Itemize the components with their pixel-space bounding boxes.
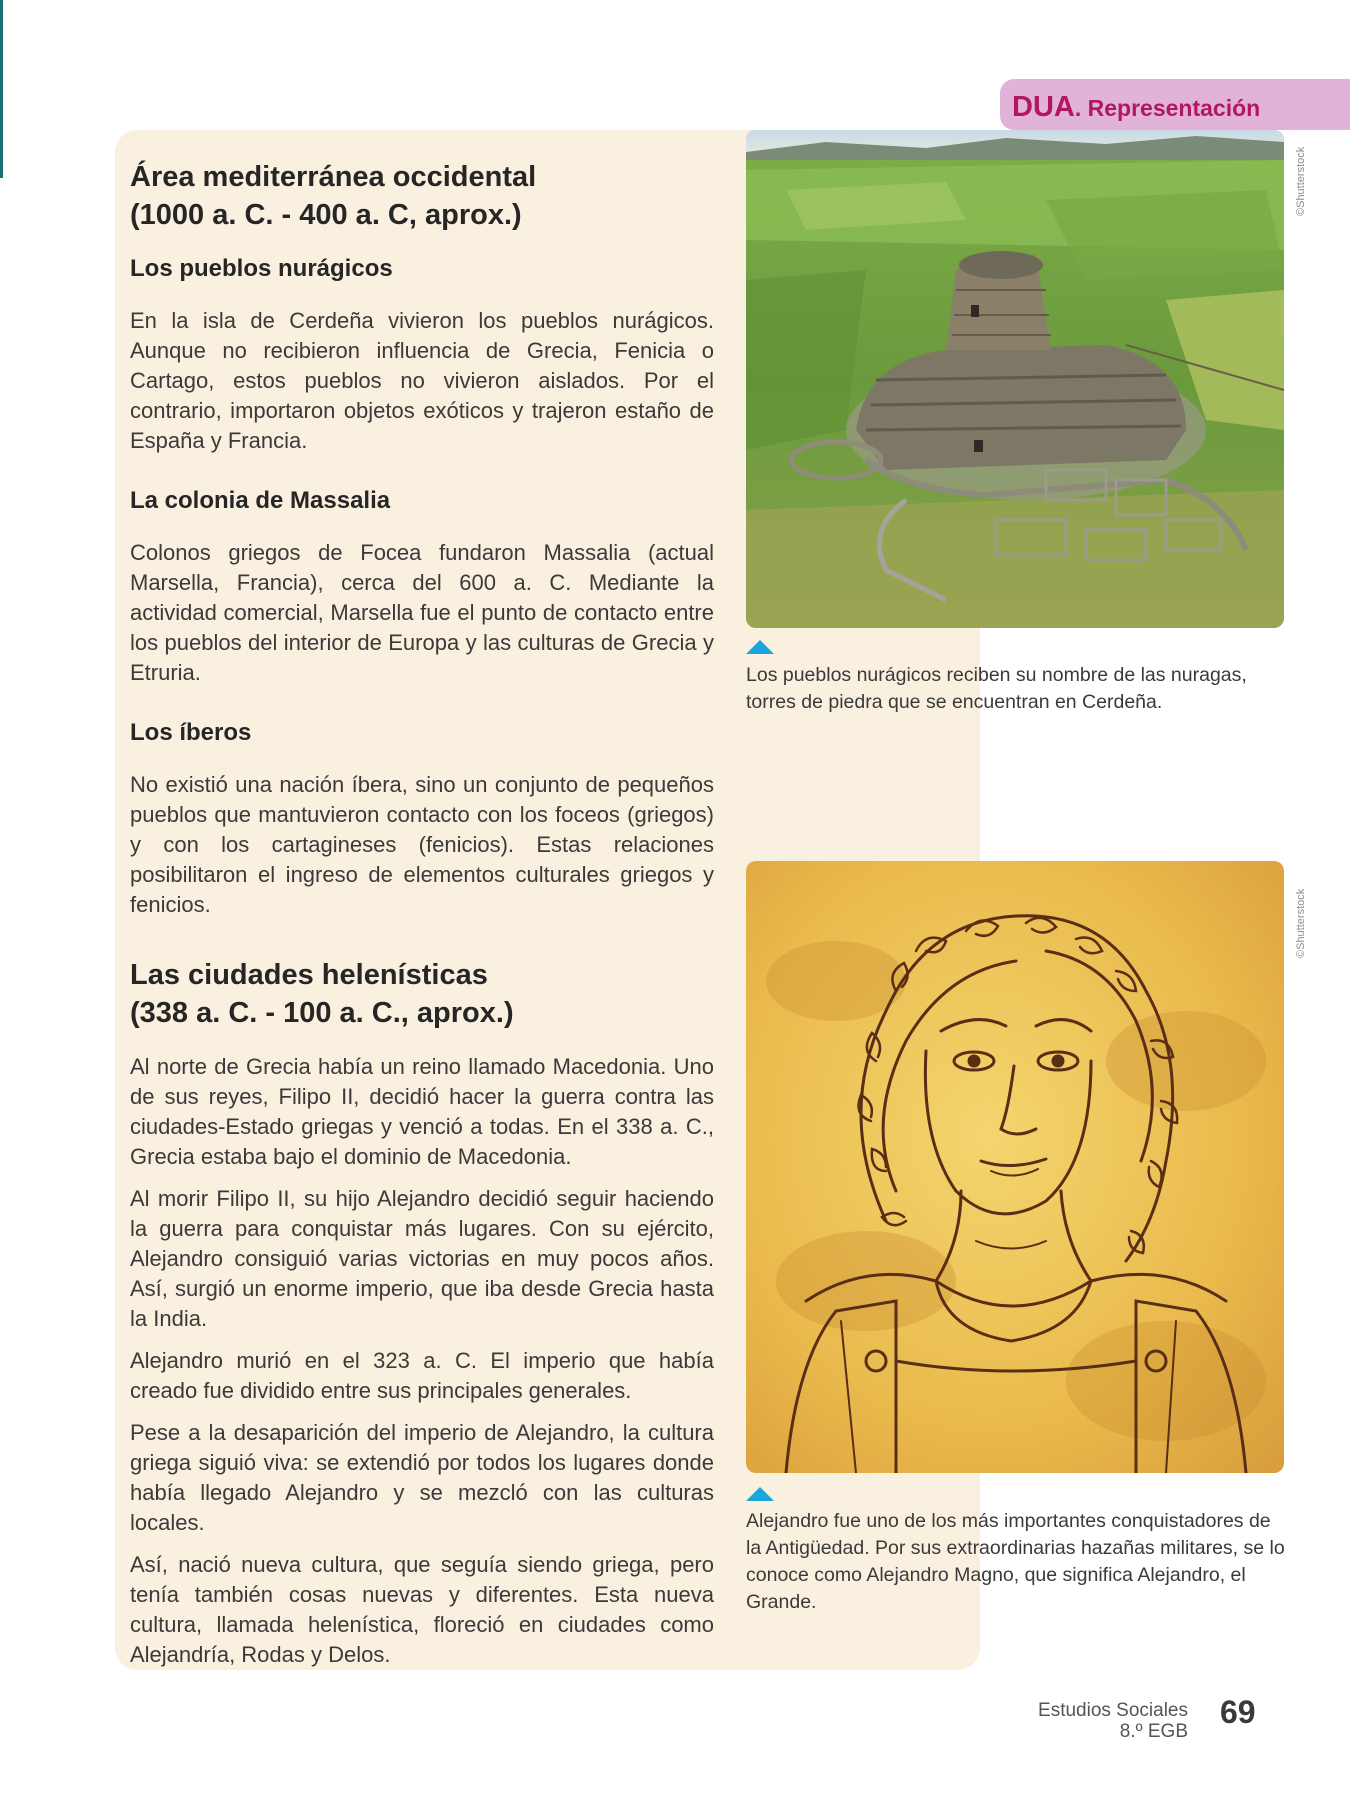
paragraph-hellenistic-1: Al norte de Grecia había un reino llamado Macedonia. Uno de sus reyes, Filipo II, decidió hacer la guerra contra las ciudades-Estado griegas y venció a todas. En el 338 a. C., Grecia estaba bajo el dominio de Macedonia. xyxy=(130,1054,714,1169)
dua-representation-tab xyxy=(1000,79,1350,130)
paragraph-hellenistic-2: Al morir Filipo II, su hijo Alejandro decidió seguir haciendo la guerra para conquistar más lugares. Con su ejército, Alejandro consiguió varias victorias en muy pocos años. Así, surgió un enorme imperio, que iba desde Grecia hasta la India. xyxy=(130,1186,714,1331)
heading-nuragic: Los pueblos nurágicos xyxy=(130,255,393,282)
caption-marker-icon xyxy=(746,640,774,654)
section-title-hellenistic: Las ciudades helenísticas (338 a. C. - 100 a. C., aprox.) xyxy=(130,959,514,1029)
heading-iberians: Los íberos xyxy=(130,719,252,746)
nuraghe-photo xyxy=(746,130,1284,628)
paragraph-iberians: No existió una nación íbera, sino un conjunto de pequeños pueblos que mantuvieron contacto con los foceos (griegos) y con los cartagineses (fenicios). Estas relaciones posibilitaron el ingreso de elementos culturales griegos y fenicios. xyxy=(130,772,714,917)
alexander-caption: Alejandro fue uno de los más importantes conquistadores de la Antigüedad. Por sus extraordinarias hazañas militares, se lo conoce como Alejandro Magno, que significa Alejandro, el Grande. xyxy=(746,1510,1285,1613)
paragraph-massalia: Colonos griegos de Focea fundaron Massalia (actual Marsella, Francia), cerca del 600 a. C. Mediante la actividad comercial, Marsella fue el punto de contacto entre los pueblos del interior de Europa y las culturas de Grecia y Etruria. xyxy=(130,540,714,685)
representation-label: . Representación xyxy=(1074,95,1261,121)
alexander-illustration xyxy=(746,861,1284,1473)
page-edge-line xyxy=(0,0,3,178)
dua-label: DUA xyxy=(1012,91,1075,123)
nuraghe-photo-credit: ©Shutterstock xyxy=(1295,146,1307,216)
paragraph-nuragic: En la isla de Cerdeña vivieron los pueblos nurágicos. Aunque no recibieron influencia de Grecia, Fenicia o Cartago, estos pueblos no vivieron aislados. Por el contrario, importaron objetos exóticos y trajeron estaño de España y Francia. xyxy=(130,308,714,453)
heading-massalia: La colonia de Massalia xyxy=(130,487,391,514)
section-title-western: Área mediterránea occidental (1000 a. C. - 400 a. C, aprox.) xyxy=(130,161,537,231)
paragraph-hellenistic-4: Pese a la desaparición del imperio de Alejandro, la cultura griega siguió viva: se extendió por todos los lugares donde había llegado Alejandro y se mezcló con las culturas locales. xyxy=(130,1420,714,1535)
page-number: 69 xyxy=(1220,1694,1256,1730)
footer-subject: Estudios Sociales 8.º EGB xyxy=(1038,1700,1188,1742)
caption-marker-icon xyxy=(746,1487,774,1501)
main-text-column xyxy=(130,158,714,1670)
paragraph-hellenistic-3: Alejandro murió en el 323 a. C. El imperio que había creado fue dividido entre sus principales generales. xyxy=(130,1348,714,1403)
paragraph-hellenistic-5: Así, nació nueva cultura, que seguía siendo griega, pero tenía también cosas nuevas y diferentes. Esta nueva cultura, llamada helenística, floreció en ciudades como Alejandría, Rodas y Delos. xyxy=(130,1552,714,1667)
alexander-illustration-credit: ©Shutterstock xyxy=(1295,888,1307,958)
nuraghe-caption: Los pueblos nurágicos reciben su nombre de las nuragas, torres de piedra que se encuentran en Cerdeña. xyxy=(746,664,1247,713)
